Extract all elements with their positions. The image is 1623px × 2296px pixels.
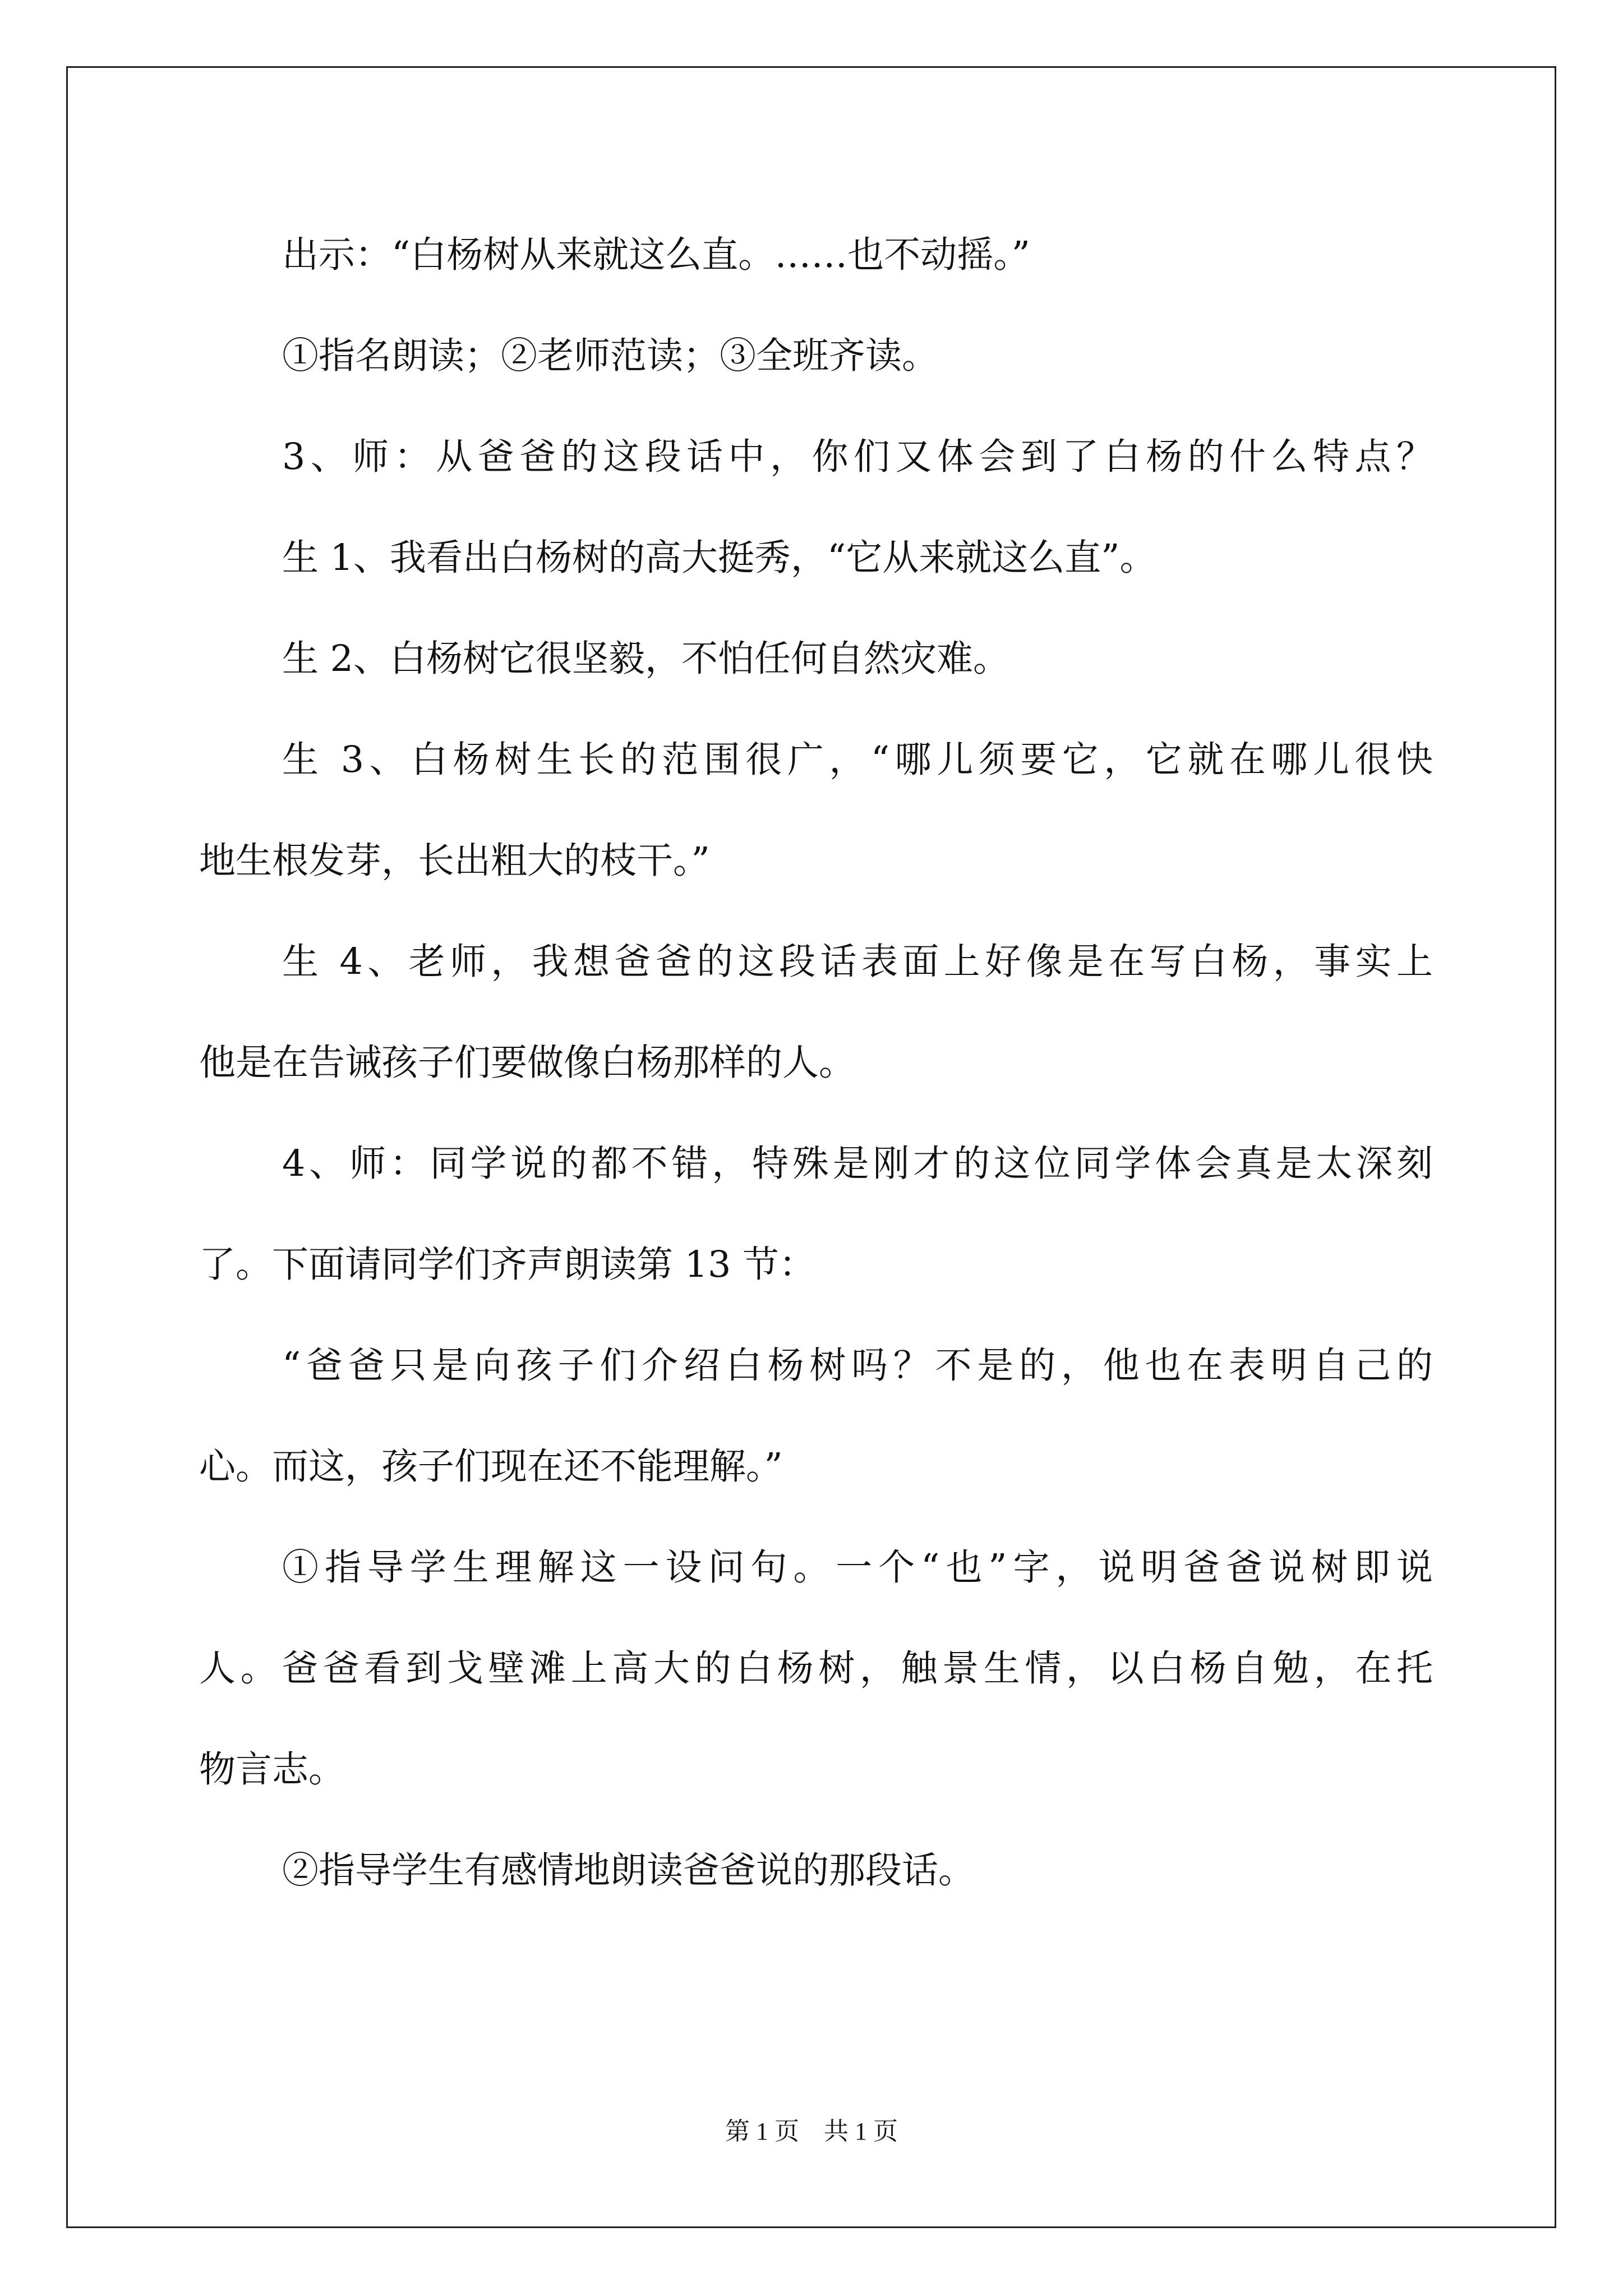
text-line: 生 1、我看出白杨树的高大挺秀，“它从来就这么直”。 (282, 537, 1156, 579)
text-line: 4、师：同学说的都不错，特殊是刚才的这位同学体会真是太深刻 (282, 1143, 1433, 1185)
text-line: 生 2、白杨树它很坚毅，不怕任何自然灾难。 (282, 638, 1010, 680)
text-line: 生 4、老师，我想爸爸的这段话表面上好像是在写白杨，事实上 (282, 941, 1433, 983)
page-number: 第 1 页 共 1 页 (725, 2118, 898, 2145)
text-line: ①指导学生理解这一设问句。一个“也”字，说明爸爸说树即说 (282, 1547, 1433, 1589)
text-line: ①指名朗读；②老师范读；③全班齐读。 (282, 335, 939, 377)
text-line: 物言志。 (199, 1749, 345, 1791)
text-line: ②指导学生有感情地朗读爸爸说的那段话。 (282, 1849, 975, 1892)
text-line: 出示：“白杨树从来就这么直。……也不动摇。” (282, 234, 1030, 276)
text-line: 生 3、白杨树生长的范围很广，“哪儿须要它，它就在哪儿很快 (282, 739, 1433, 781)
text-line: “爸爸只是向孩子们介绍白杨树吗？不是的，他也在表明自己的 (282, 1345, 1433, 1387)
text-line: 人。爸爸看到戈壁滩上高大的白杨树，触景生情，以白杨自勉，在托 (199, 1648, 1433, 1690)
text-line: 地生根发芽，长出粗大的枝干。” (199, 840, 710, 882)
text-line: 了。下面请同学们齐声朗读第 13 节： (199, 1244, 816, 1286)
text-line: 他是在告诫孩子们要做像白杨那样的人。 (199, 1042, 856, 1084)
text-line: 3、师：从爸爸的这段话中，你们又体会到了白杨的什么特点？ (282, 436, 1433, 478)
text-line: 心。而这，孩子们现在还不能理解。” (199, 1446, 783, 1488)
